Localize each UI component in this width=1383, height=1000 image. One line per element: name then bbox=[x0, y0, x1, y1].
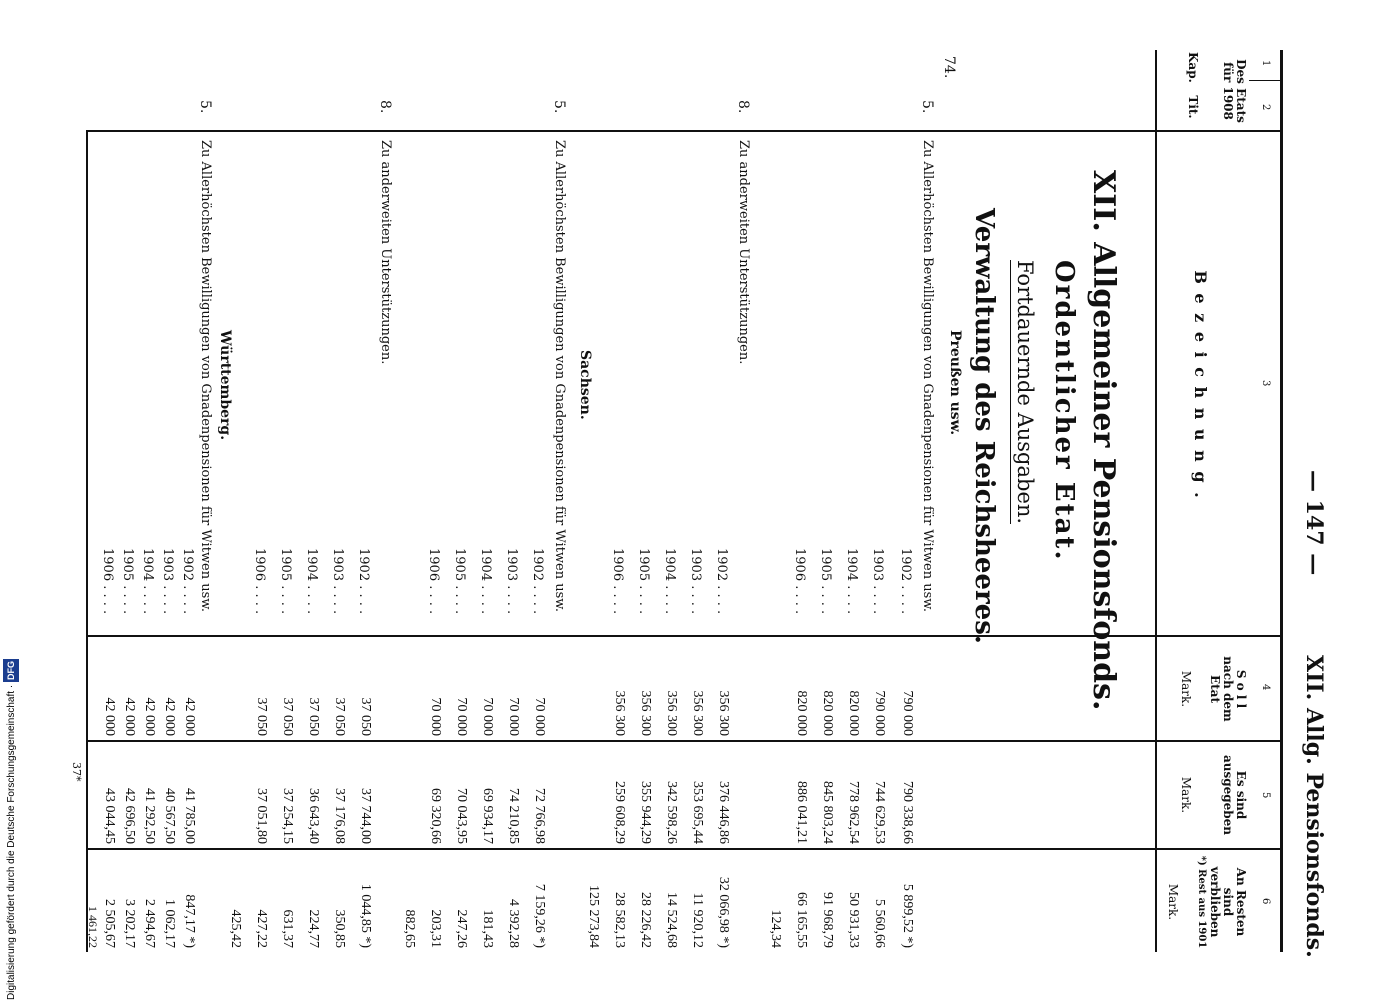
soll-value: 42 000 bbox=[162, 697, 177, 736]
ausgegeben-value: 72 766,98 bbox=[532, 788, 547, 844]
ausgegeben-value: 42 696,50 bbox=[122, 788, 137, 844]
soll-value: 820 000 bbox=[846, 690, 861, 736]
col-sep-kap bbox=[1249, 80, 1283, 81]
rest-value: 2 494,67 bbox=[142, 899, 157, 948]
titel-number: 5. bbox=[197, 100, 213, 114]
col-sep-1 bbox=[86, 130, 1283, 132]
rest-value: 5 560,66 bbox=[872, 899, 887, 948]
section-desc: Zu Allerhöchsten Bewilligungen von Gnadenpensionen für Witwen usw. bbox=[198, 140, 213, 613]
year: 1906 . . . . bbox=[252, 548, 267, 615]
soll-value: 70 000 bbox=[532, 697, 547, 736]
soll-value: 37 050 bbox=[280, 697, 295, 736]
year: 1906 . . . . bbox=[610, 548, 625, 615]
year: 1905 . . . . bbox=[818, 548, 833, 615]
ausgegeben-label-2: ausgegeben bbox=[1221, 754, 1235, 836]
year: 1904 . . . . bbox=[304, 548, 319, 615]
rest-value: 32 066,98 *) bbox=[716, 876, 731, 948]
rest-value: 11 920,12 bbox=[690, 892, 705, 948]
year: 1902 . . . . bbox=[714, 548, 729, 615]
ausgegeben-value: 744 629,53 bbox=[872, 781, 887, 844]
subtitle-verwaltung: Verwaltung des Reichsheeres. bbox=[969, 208, 999, 644]
ausgegeben-value: 353 695,44 bbox=[690, 781, 705, 844]
year: 1903 . . . . bbox=[160, 548, 175, 615]
ausgegeben-value: 790 338,66 bbox=[900, 781, 915, 844]
ausgegeben-unit: Mark. bbox=[1179, 776, 1193, 814]
year: 1903 . . . . bbox=[688, 548, 703, 615]
year: 1906 . . . . bbox=[100, 548, 115, 615]
resten-label-1: An Resten bbox=[1234, 867, 1248, 937]
soll-value: 42 000 bbox=[122, 697, 137, 736]
ausgegeben-value: 36 643,40 bbox=[306, 788, 321, 844]
section-desc: Zu anderweiten Unterstützungen. bbox=[736, 140, 751, 365]
soll-value: 37 050 bbox=[306, 697, 321, 736]
subtitle-ordentlicher-etat: Ordentlicher Etat. bbox=[1049, 260, 1079, 562]
ausgegeben-value: 70 043,95 bbox=[454, 788, 469, 844]
year: 1902 . . . . bbox=[180, 548, 195, 615]
soll-value: 70 000 bbox=[480, 697, 495, 736]
etat-label-2: für 1908 bbox=[1221, 62, 1235, 120]
col-num-2: 2 bbox=[1260, 104, 1271, 111]
col-sep-3 bbox=[86, 740, 1283, 742]
titel-number: 8. bbox=[735, 100, 751, 114]
rest-value: 28 582,13 bbox=[612, 892, 627, 948]
soll-value: 42 000 bbox=[182, 697, 197, 736]
subtitle-fortdauernde-ausgaben: Fortdauernde Ausgaben. bbox=[1010, 260, 1037, 524]
section-heading-wuerttemberg: Württemberg. bbox=[217, 330, 233, 441]
soll-header bbox=[1179, 640, 1247, 738]
year: 1902 . . . . bbox=[356, 548, 371, 615]
soll-value: 70 000 bbox=[428, 697, 443, 736]
rest-value: 1 461,22 bbox=[86, 906, 100, 948]
year: 1904 . . . . bbox=[478, 548, 493, 615]
rest-value: 66 165,55 bbox=[794, 892, 809, 948]
rest-value: 91 968,79 bbox=[820, 892, 835, 948]
resten-header bbox=[1166, 852, 1247, 952]
ausgegeben-value: 41 292,50 bbox=[142, 788, 157, 844]
year: 1903 . . . . bbox=[870, 548, 885, 615]
col-num-5: 5 bbox=[1260, 792, 1271, 799]
soll-value: 790 000 bbox=[900, 690, 915, 736]
rest-value: 247,26 bbox=[454, 909, 469, 948]
rest-value: 124,34 bbox=[768, 909, 783, 948]
rest-value: 28 226,42 bbox=[638, 892, 653, 948]
ausgegeben-value: 376 446,86 bbox=[716, 781, 731, 844]
main-title: XII. Allgemeiner Pensionsfonds. bbox=[1086, 170, 1121, 711]
ausgegeben-value: 43 044,45 bbox=[102, 788, 117, 844]
rest-value: 203,31 bbox=[428, 909, 443, 948]
ausgegeben-value: 41 785,00 bbox=[182, 788, 197, 844]
rest-value: 631,37 bbox=[280, 909, 295, 948]
ausgegeben-value: 342 598,26 bbox=[664, 781, 679, 844]
soll-value: 820 000 bbox=[794, 690, 809, 736]
soll-value: 70 000 bbox=[506, 697, 521, 736]
ausgegeben-value: 259 608,29 bbox=[612, 781, 627, 844]
rest-value: 3 202,17 bbox=[122, 899, 137, 948]
year: 1902 . . . . bbox=[530, 548, 545, 615]
resten-label-2: sind verblieben bbox=[1208, 866, 1235, 938]
year: 1903 . . . . bbox=[330, 548, 345, 615]
soll-value: 37 050 bbox=[358, 697, 373, 736]
rest-value: 224,77 bbox=[306, 909, 321, 948]
rest-value: 427,22 bbox=[254, 909, 269, 948]
soll-unit: Mark. bbox=[1179, 670, 1193, 708]
titel-number: 5. bbox=[551, 100, 567, 114]
ausgegeben-value: 886 041,21 bbox=[794, 781, 809, 844]
section-heading-sachsen: Sachsen. bbox=[577, 350, 593, 420]
rest-value: 125 273,84 bbox=[586, 885, 601, 948]
section-heading-preussen: Preußen usw. bbox=[947, 330, 963, 436]
soll-value: 70 000 bbox=[454, 697, 469, 736]
etat-label-1: Des Etats bbox=[1234, 59, 1248, 123]
year: 1905 . . . . bbox=[120, 548, 135, 615]
soll-value: 356 300 bbox=[716, 690, 731, 736]
section-desc: Zu Allerhöchsten Bewilligungen von Gnadenpensionen für Witwen usw. bbox=[552, 140, 567, 613]
etat-header bbox=[1221, 52, 1247, 130]
resten-label-3: *) Rest aus 1901 bbox=[1196, 855, 1207, 949]
ausgegeben-value: 37 051,80 bbox=[254, 788, 269, 844]
year: 1903 . . . . bbox=[504, 548, 519, 615]
ausgegeben-value: 778 962,54 bbox=[846, 781, 861, 844]
col-num-4: 4 bbox=[1260, 684, 1271, 691]
ausgegeben-value: 37 176,08 bbox=[332, 788, 347, 844]
ausgegeben-value: 69 320,66 bbox=[428, 788, 443, 844]
rest-value: 50 931,33 bbox=[846, 892, 861, 948]
soll-value: 37 050 bbox=[332, 697, 347, 736]
soll-label-3: Etat bbox=[1208, 674, 1222, 703]
rule-top bbox=[1280, 50, 1283, 952]
rest-value: 7 159,26 *) bbox=[532, 883, 547, 948]
kapitel-number: 74. bbox=[941, 56, 957, 79]
ausgegeben-value: 845 803,24 bbox=[820, 781, 835, 844]
soll-label-2: nach dem bbox=[1221, 656, 1235, 722]
col-num-1: 1 bbox=[1260, 60, 1271, 67]
section-desc: Zu anderweiten Unterstützungen. bbox=[378, 140, 393, 365]
rule-table-bottom bbox=[86, 130, 88, 952]
rest-value: 847,17 *) bbox=[182, 894, 197, 948]
rest-value: 1 044,85 *) bbox=[358, 883, 373, 948]
col-sep-4 bbox=[86, 848, 1283, 850]
soll-value: 356 300 bbox=[612, 690, 627, 736]
soll-value: 790 000 bbox=[872, 690, 887, 736]
soll-value: 356 300 bbox=[664, 690, 679, 736]
rule-header-bottom bbox=[1155, 50, 1157, 952]
year: 1905 . . . . bbox=[452, 548, 467, 615]
soll-value: 42 000 bbox=[142, 697, 157, 736]
rest-value: 350,85 bbox=[332, 909, 347, 948]
ausgegeben-label-1: Es sind bbox=[1234, 770, 1248, 820]
signature-mark: 37* bbox=[70, 762, 83, 782]
rest-value: 5 899,52 *) bbox=[900, 883, 915, 948]
titel-number: 8. bbox=[377, 100, 393, 114]
ausgegeben-value: 40 567,50 bbox=[162, 788, 177, 844]
year: 1906 . . . . bbox=[426, 548, 441, 615]
credit-text: Digitalisierung gefördert durch die Deutsche Forschungsgemeinschaft bbox=[6, 690, 17, 1000]
soll-label-1: S o l l bbox=[1234, 669, 1248, 709]
titel-number: 5. bbox=[919, 100, 935, 114]
soll-value: 37 050 bbox=[254, 697, 269, 736]
page-number: — 147 — bbox=[1301, 470, 1327, 576]
year: 1902 . . . . bbox=[898, 548, 913, 615]
running-title: XII. Allg. Pensionsfonds. bbox=[1301, 655, 1327, 958]
kap-header: Kap. bbox=[1186, 52, 1200, 83]
rest-value: 14 524,68 bbox=[664, 892, 679, 948]
year: 1904 . . . . bbox=[844, 548, 859, 615]
rest-value: 1 062,17 bbox=[162, 899, 177, 948]
ausgegeben-value: 355 944,29 bbox=[638, 781, 653, 844]
ausgegeben-header bbox=[1179, 744, 1247, 846]
col-num-3: 3 bbox=[1260, 380, 1271, 387]
rest-value: 882,65 bbox=[402, 909, 417, 948]
soll-value: 356 300 bbox=[638, 690, 653, 736]
digitization-credit: Digitalisierung gefördert durch die Deutsche Forschungsgemeinschaft · DFG bbox=[0, 600, 20, 1000]
year: 1904 . . . . bbox=[662, 548, 677, 615]
dfg-logo: DFG bbox=[3, 659, 19, 682]
year: 1906 . . . . bbox=[792, 548, 807, 615]
soll-value: 356 300 bbox=[690, 690, 705, 736]
rest-value: 2 505,67 bbox=[102, 899, 117, 948]
resten-unit: Mark. bbox=[1166, 883, 1180, 921]
ausgegeben-value: 37 254,15 bbox=[280, 788, 295, 844]
col-num-6: 6 bbox=[1260, 898, 1271, 905]
bezeichnung-header: B e z e i c h n u n g . bbox=[1191, 270, 1210, 500]
soll-value: 820 000 bbox=[820, 690, 835, 736]
year: 1905 . . . . bbox=[278, 548, 293, 615]
tit-header: Tit. bbox=[1186, 95, 1200, 119]
soll-value: 42 000 bbox=[102, 697, 117, 736]
ausgegeben-value: 69 934,17 bbox=[480, 788, 495, 844]
ausgegeben-value: 74 210,85 bbox=[506, 788, 521, 844]
rest-value: 4 392,28 bbox=[506, 899, 521, 948]
year: 1904 . . . . bbox=[140, 548, 155, 615]
rest-value: 425,42 bbox=[228, 909, 243, 948]
section-desc: Zu Allerhöchsten Bewilligungen von Gnadenpensionen für Witwen usw. bbox=[920, 140, 935, 613]
year: 1905 . . . . bbox=[636, 548, 651, 615]
rest-value: 181,43 bbox=[480, 909, 495, 948]
ausgegeben-value: 37 744,00 bbox=[358, 788, 373, 844]
